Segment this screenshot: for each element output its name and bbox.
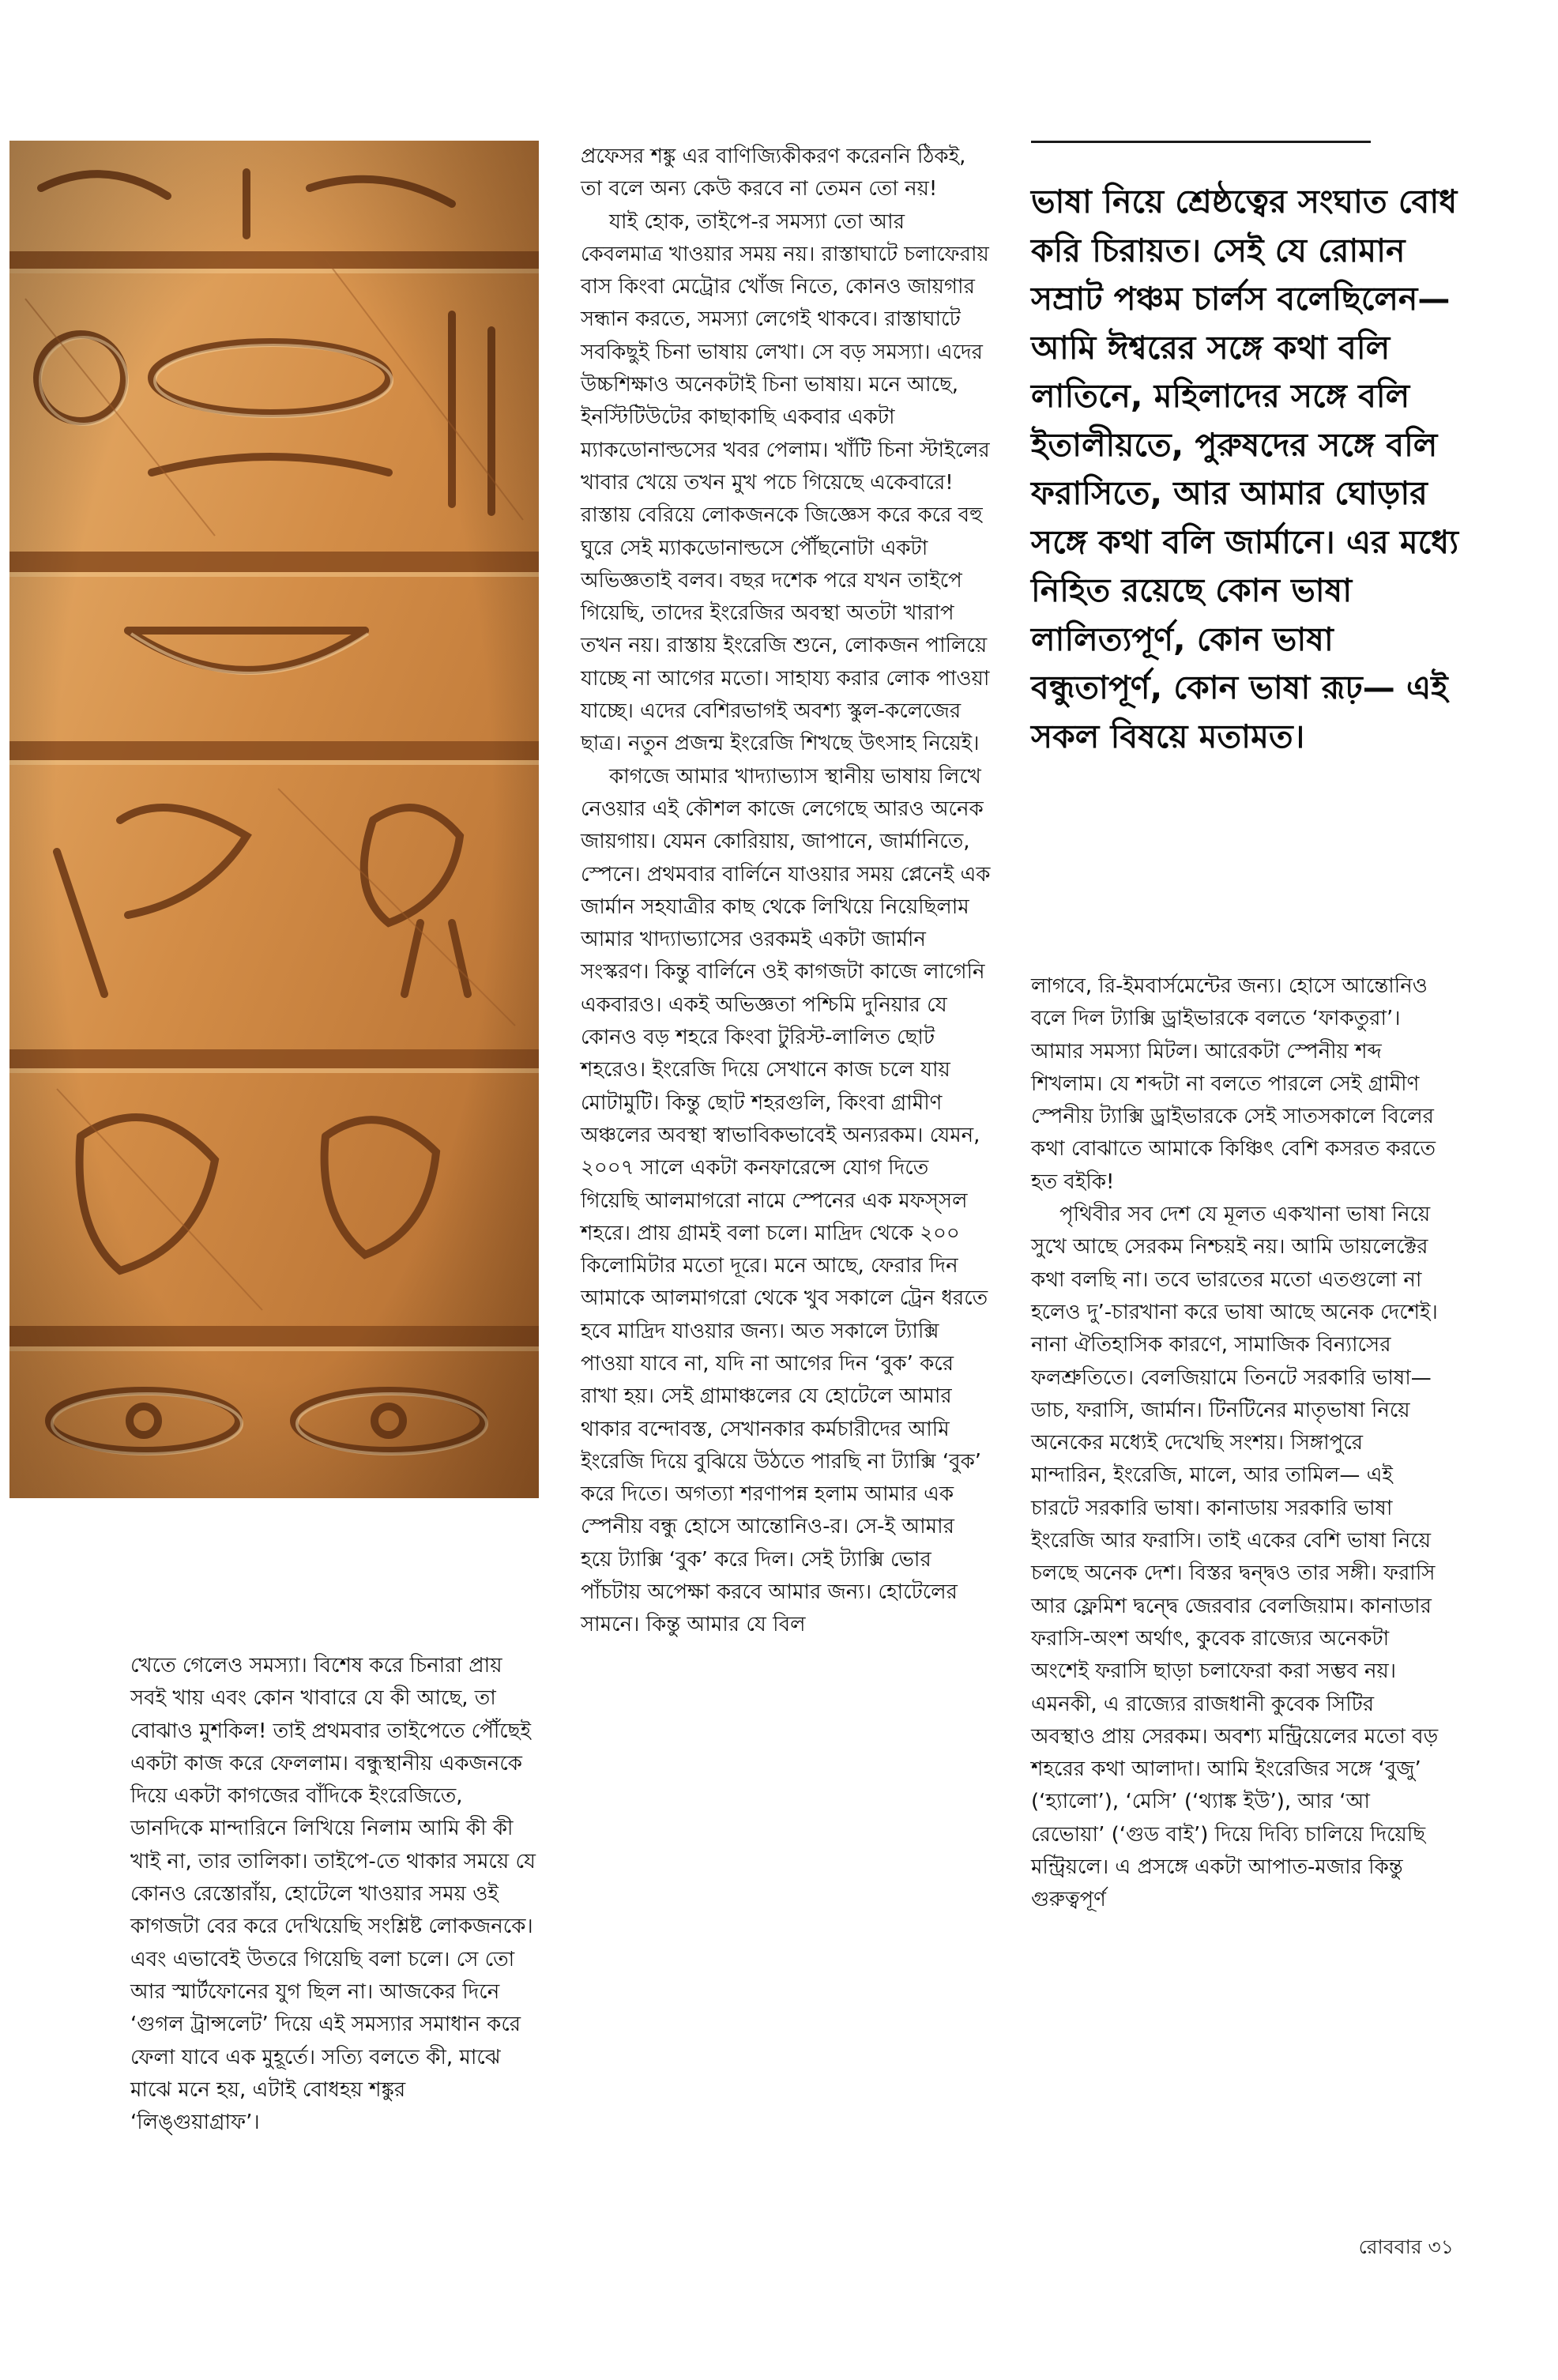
body-paragraph: পৃথিবীর সব দেশ যে মূলত একখানা ভাষা নিয়ে সুখে আছে সেরকম নিশ্চয়ই নয়। আমি ডায়লেক্টের কথা বলছি না। তবে ভারতের মতো এতগুলো না হলেও দু’-চারখানা করে ভাষা আছে অনেক দেশেই। নানা ঐতিহাসিক কারণে, সামাজিক বিন্যাসের ফলশ্রুতিতে। বেলজিয়ামে তিনটে সরকারি ভাষা— ডাচ, ফরাসি, জার্মান। টিনটিনের মাতৃভাষা নিয়ে অনেকের মধ্যেই দেখেছি সংশয়। সিঙ্গাপুরে মান্দারিন, ইংরেজি, মালে, আর তামিল— এই চারটে সরকারি ভাষা। কানাডায় সরকারি ভাষা ইংরেজি আর ফরাসি। তাই একের বেশি ভাষা নিয়ে চলছে অনেক দেশ। বিস্তর দ্বন্দ্বও তার সঙ্গী। ফরাসি আর ফ্লেমিশ দ্বন্দ্বে জেরবার বেলজিয়াম। কানাডার ফরাসি-অংশ অর্থাৎ, কুবেক রাজ্যের অনেকটা অংশেই ফরাসি ছাড়া চলাফেরা করা সম্ভব নয়। এমনকী, এ রাজ্যের রাজধানী কুবেক সিটির অবস্থাও প্রায় সেরকম। অবশ্য মন্ট্রিয়েলের মতো বড় শহরের কথা আলাদা। আমি ইংরেজির সঙ্গে ‘বুজু’ (‘হ্যালো’), ‘মেসি’ (‘থ্যাঙ্ক ইউ’), আর ‘আ রেভোয়া’ (‘গুড বাই’) দিয়ে দিব্যি চালিয়ে দিয়েছি মন্ট্রিয়লে। এ প্রসঙ্গে একটা আপাত-মজার কিন্তু গুরুত্বপূর্ণ xyxy=(1031,1203,1439,1912)
hieroglyphs-icon xyxy=(9,141,539,1498)
article-column-right xyxy=(1031,970,1442,1917)
hieroglyphs-photo xyxy=(9,141,539,1498)
page-folio: রোববার ৩১ xyxy=(1358,2235,1454,2258)
body-paragraph: খেতে গেলেও সমস্যা। বিশেষ করে চিনারা প্রায় সবই খায় এবং কোন খাবারে যে কী আছে, তা বোঝাও মুশকিল! তাই প্রথমবার তাইপেতে পৌঁছেই একটা কাজ করে ফেললাম। বন্ধুস্থানীয় একজনকে দিয়ে একটা কাগজের বাঁদিকে ইংরেজিতে, ডানদিকে মান্দারিনে লিখিয়ে নিলাম আমি কী কী খাই না, তার তালিকা। তাইপে-তে থাকার সময়ে যে কোনও রেস্তোরাঁয়, হোটেলে খাওয়ার সময় ওই কাগজটা বের করে দেখিয়েছি সংশ্লিষ্ট লোকজনকে। এবং এভাবেই উতরে গিয়েছি বলা চলে। সে তো আর স্মার্টফোনের যুগ ছিল না। আজকের দিনে ‘গুগল ট্রান্সলেট’ দিয়ে এই সমস্যার সমাধান করে ফেলা যাবে এক মুহূর্তে। সত্যি বলতে কী, মাঝে মাঝে মনে হয়, এটাই বোধহয় শঙ্কুর ‘লিঙ্গুয়াগ্রাফ’। xyxy=(130,1654,536,2135)
pull-quote: ভাষা নিয়ে শ্রেষ্ঠত্বের সংঘাত বোধ করি চিরায়ত। সেই যে রোমান সম্রাট পঞ্চম চার্লস বলেছিলেন— আমি ঈশ্বরের সঙ্গে কথা বলি লাতিনে, মহিলাদের সঙ্গে বলি ইতালীয়তে, পুরুষদের সঙ্গে বলি ফরাসিতে, আর আমার ঘোড়ার সঙ্গে কথা বলি জার্মানে। এর মধ্যে নিহিত রয়েছে কোন ভাষা লালিত্যপূর্ণ, কোন ভাষা বন্ধুতাপূর্ণ, কোন ভাষা রূঢ়— এই সকল বিষয়ে মতামত। xyxy=(1031,183,1459,755)
body-paragraph: কাগজে আমার খাদ্যাভ্যাস স্থানীয় ভাষায় লিখে নেওয়ার এই কৌশল কাজে লেগেছে আরও অনেক জায়গায়। যেমন কোরিয়ায়, জাপানে, জার্মানিতে, স্পেনে। প্রথমবার বার্লিনে যাওয়ার সময় প্লেনেই এক জার্মান সহযাত্রীর কাছ থেকে লিখিয়ে নিয়েছিলাম আমার খাদ্যাভ্যাসের ওরকমই একটা জার্মান সংস্করণ। কিন্তু বার্লিনে ওই কাগজটা কাজে লাগেনি একবারও। একই অভিজ্ঞতা পশ্চিমি দুনিয়ার যে কোনও বড় শহরে কিংবা টুরিস্ট-লালিত ছোট শহরেও। ইংরেজি দিয়ে সেখানে কাজ চলে যায় মোটামুটি। কিন্তু ছোট শহরগুলি, কিংবা গ্রামীণ অঞ্চলের অবস্থা স্বাভাবিকভাবেই অন্যরকম। যেমন, ২০০৭ সালে একটা কনফারেন্সে যোগ দিতে গিয়েছি আলমাগরো নামে স্পেনের এক মফস্সল শহরে। প্রায় গ্রামই বলা চলে। মাদ্রিদ থেকে ২০০ কিলোমিটার মতো দূরে। মনে আছে, ফেরার দিন আমাকে আলমাগরো থেকে খুব সকালে ট্রেন ধরতে হবে মাদ্রিদ যাওয়ার জন্য। অত সকালে ট্যাক্সি পাওয়া যাবে না, যদি না আগের দিন ‘বুক’ করে রাখা হয়। সেই গ্রামাঞ্চলের যে হোটেলে আমার থাকার বন্দোবস্ত, সেখানকার কর্মচারীদের আমি ইংরেজি দিয়ে বুঝিয়ে উঠতে পারছি না ট্যাক্সি ‘বুক’ করে দিতে। অগত্যা শরণাপন্ন হলাম আমার এক স্পেনীয় বন্ধু হোসে আন্তোনিও-র। সে-ই আমার হয়ে ট্যাক্সি ‘বুক’ করে দিল। সেই ট্যাক্সি ভোর পাঁচটায় অপেক্ষা করবে আমার জন্য। হোটেলের সামনে। কিন্তু আমার যে বিল xyxy=(581,764,991,1637)
article-column-middle xyxy=(581,141,992,1642)
article-column-left xyxy=(130,1650,541,2139)
body-paragraph: যাই হোক, তাইপে-র সমস্যা তো আর কেবলমাত্র খাওয়ার সময় নয়। রাস্তাঘাটে চলাফেরায় বাস কিংবা মেট্রোর খোঁজ নিতে, কোনও জায়গার সন্ধান করতে, সমস্যা লেগেই থাকবে। রাস্তাঘাটে সবকিছুই চিনা ভাষায় লেখা। সে বড় সমস্যা। এদের উচ্চশিক্ষাও অনেকটাই চিনা ভাষায়। মনে আছে, ইনস্টিটিউটের কাছাকাছি একবার একটা ম্যাকডোনাল্ডসের খবর পেলাম। খাঁটি চিনা স্টাইলের খাবার খেয়ে তখন মুখ পচে গিয়েছে একেবারে! রাস্তায় বেরিয়ে লোকজনকে জিজ্ঞেস করে করে বহু ঘুরে সেই ম্যাকডোনাল্ডসে পৌঁছনোটা একটা অভিজ্ঞতাই বলব। বছর দশেক পরে যখন তাইপে গিয়েছি, তাদের ইংরেজির অবস্থা অতটা খারাপ তখন নয়। রাস্তায় ইংরেজি শুনে, লোকজন পালিয়ে যাচ্ছে না আগের মতো। সাহায্য করার লোক পাওয়া যাচ্ছে। এদের বেশিরভাগই অবশ্য স্কুল-কলেজের ছাত্র। নতুন প্রজন্ম ইংরেজি শিখছে উৎসাহ নিয়েই। xyxy=(581,209,990,756)
body-paragraph: প্রফেসর শঙ্কু এর বাণিজ্যিকীকরণ করেননি ঠিকই, তা বলে অন্য কেউ করবে না তেমন তো নয়! xyxy=(581,145,966,201)
pull-quote-rule xyxy=(1031,141,1371,143)
body-paragraph: লাগবে, রি-ইমবার্সমেন্টের জন্য। হোসে আন্তোনিও বলে দিল ট্যাক্সি ড্রাইভারকে বলতে ‘ফাকতুরা’। আমার সমস্যা মিটল। আরেকটা স্পেনীয় শব্দ শিখলাম। যে শব্দটা না বলতে পারলে সেই গ্রামীণ স্পেনীয় ট্যাক্সি ড্রাইভারকে সেই সাতসকালে বিলের কথা বোঝাতে আমাকে কিঞ্চিৎ বেশি কসরত করতে হত বইকি! xyxy=(1031,974,1436,1194)
